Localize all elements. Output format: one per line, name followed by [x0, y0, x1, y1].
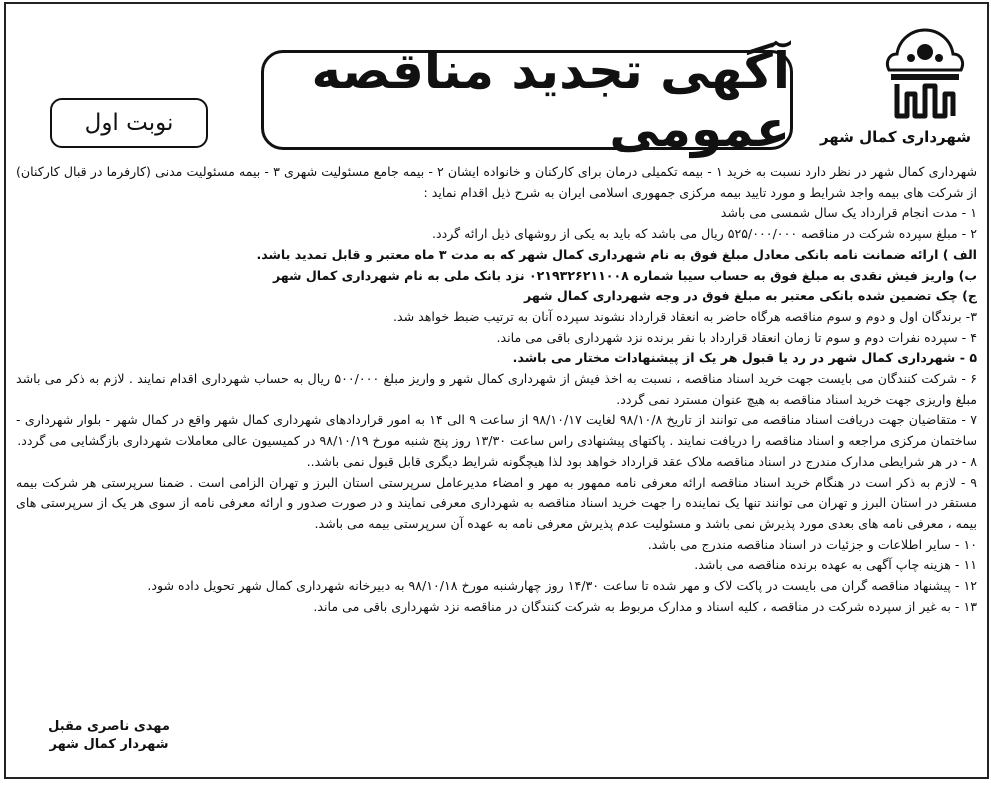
condition-item: ۱۰ - سایر اطلاعات و جزئیات در اسناد مناقصه مندرج می باشد.: [647, 536, 977, 552]
condition-item: ۳- برندگان اول و دوم و سوم مناقصه هرگاه حاضر به انعقاد قرارداد نشوند سپرده آنان به ترتیب ضبط خواهد شد.: [392, 308, 977, 324]
condition-item: ۶ - شرکت کنندگان می بایست جهت خرید اسناد مناقصه ، نسبت به اخذ فیش از شهرداری کمال شهر و واریز مبلغ ۵۰۰/۰۰۰ ریال به حساب شهرداری اقدام نمایند . لازم به ذکر می باشد مبلغ واریزی جهت خرید اسناد مناقصه به هیچ عنوان مسترد نمی گردد.: [16, 371, 977, 407]
signature-block: [34, 718, 184, 754]
condition-item: الف ) ارائه ضمانت نامه بانکی معادل مبلغ فوق به نام شهرداری کمال شهر که به مدت ۳ ماه معتبر و قابل تمدید باشد.: [256, 246, 977, 262]
condition-item: ۵ - شهرداری کمال شهر در رد یا قبول هر یک از پیشنهادات مختار می باشد.: [512, 350, 977, 366]
condition-item: ۸ - در هر شرایطی مدارک مندرج در اسناد مناقصه ملاک عقد قرارداد خواهد بود لذا هیچگونه شرایط دیگری قابل قبول نمی باشد..: [306, 453, 977, 469]
condition-item: ۲ - مبلغ سپرده شرکت در مناقصه ۵۲۵/۰۰۰/۰۰۰ ریال می باشد که باید به یکی از روشهای ذیل ارائه گردد.: [432, 226, 977, 242]
condition-item: ۱۲ - پیشنهاد مناقصه گران می بایست در پاکت لاک و مهر شده تا ساعت ۱۴/۳۰ روز چهارشنبه مورخ ۹۸/۱۰/۱۸ به دبیرخانه شهرداری کمال شهر تحویل داده شود.: [147, 578, 977, 594]
notice-header: [6, 4, 987, 156]
signatory-name: مهدی ناصری مقبل: [48, 719, 170, 734]
condition-item: ۹ - لازم به ذکر است در هنگام خرید اسناد مناقصه ارائه معرفی نامه ممهور به مهر و امضاء مدیرعامل سرپرستی استان البرز و تهران الزامی است . ضمنا سرپرستی هر شرکت بیمه مستقر در استان البرز و تهران می توانند تنها یک نماینده را جهت خرید اسناد مناقصه به شهرداری معرفی نمایند و در صورت صدور و ارائه معرفی نامه از سوی هر یک از سرپرستی های بیمه ، معرفی نامه های بعدی مورد پذیرش نمی باشد و مسئولیت عدم پذیرش معرفی نامه به عهده آن سرپرستی بیمه می باشد.: [16, 474, 977, 531]
notice-body: [16, 162, 977, 617]
intro-paragraph: شهرداری کمال شهر در نظر دارد نسبت به خرید ۱ - بیمه تکمیلی درمان برای کارکنان و خانواده ایشان ۲ - بیمه جامع مسئولیت شهری ۳ - بیمه مسئولیت مدنی (کارفرما در قبال کارکنان) از شرکت های بیمه واجد شرایط و مورد تایید بیمه مرکزی جمهوری اسلامی ایران به شرح ذیل اقدام نماید :: [16, 164, 977, 200]
notice-title: آگهی تجدید مناقصه عمومی: [261, 50, 793, 150]
conditions-list: [16, 203, 977, 617]
condition-item: ۴ - سپرده نفرات دوم و سوم تا زمان انعقاد قرارداد با نفر برنده نزد شهرداری باقی می ماند.: [496, 329, 977, 345]
municipality-logo-icon: [881, 24, 969, 124]
condition-item: ۱۳ - به غیر از سپرده شرکت در مناقصه ، کلیه اسناد و مدارک مربوط به شرکت کنندگان در مناقصه نزد شهرداری باقی می ماند.: [313, 598, 977, 614]
condition-item: ب) واریز فیش نقدی به مبلغ فوق به حساب سیبا شماره ۰۲۱۹۳۲۶۲۱۱۰۰۸ نزد بانک ملی به نام شهرداری کمال شهر: [272, 267, 977, 283]
organization-name: شهرداری کمال شهر: [819, 128, 971, 146]
condition-item: ۱ - مدت انجام قرارداد یک سال شمسی می باشد: [720, 205, 977, 221]
condition-item: ۷ - متقاضیان جهت دریافت اسناد مناقصه می توانند از تاریخ ۹۸/۱۰/۸ لغایت ۹۸/۱۰/۱۷ از ساعت ۹ الی ۱۴ به امور قراردادهای شهرداری کمال شهر واقع در کمال شهر - بلوار شهرداری - ساختمان مرکزی مراجعه و اسناد مناقصه را دریافت نمایند . پاکتهای پیشنهادی راس ساعت ۱۳/۳۰ روز پنج شنبه مورخ ۹۸/۱۰/۱۹ در کمیسیون عالی معاملات شهرداری بازگشایی می گردد.: [16, 412, 977, 449]
condition-item: ۱۱ - هزینه چاپ آگهی به عهده برنده مناقصه می باشد.: [694, 557, 977, 573]
tender-notice: [4, 2, 989, 779]
signatory-role: شهردار کمال شهر: [49, 737, 169, 752]
round-badge: نوبت اول: [50, 98, 208, 148]
condition-item: ج) چک تضمین شده بانکی معتبر به مبلغ فوق در وجه شهرداری کمال شهر: [524, 288, 977, 304]
